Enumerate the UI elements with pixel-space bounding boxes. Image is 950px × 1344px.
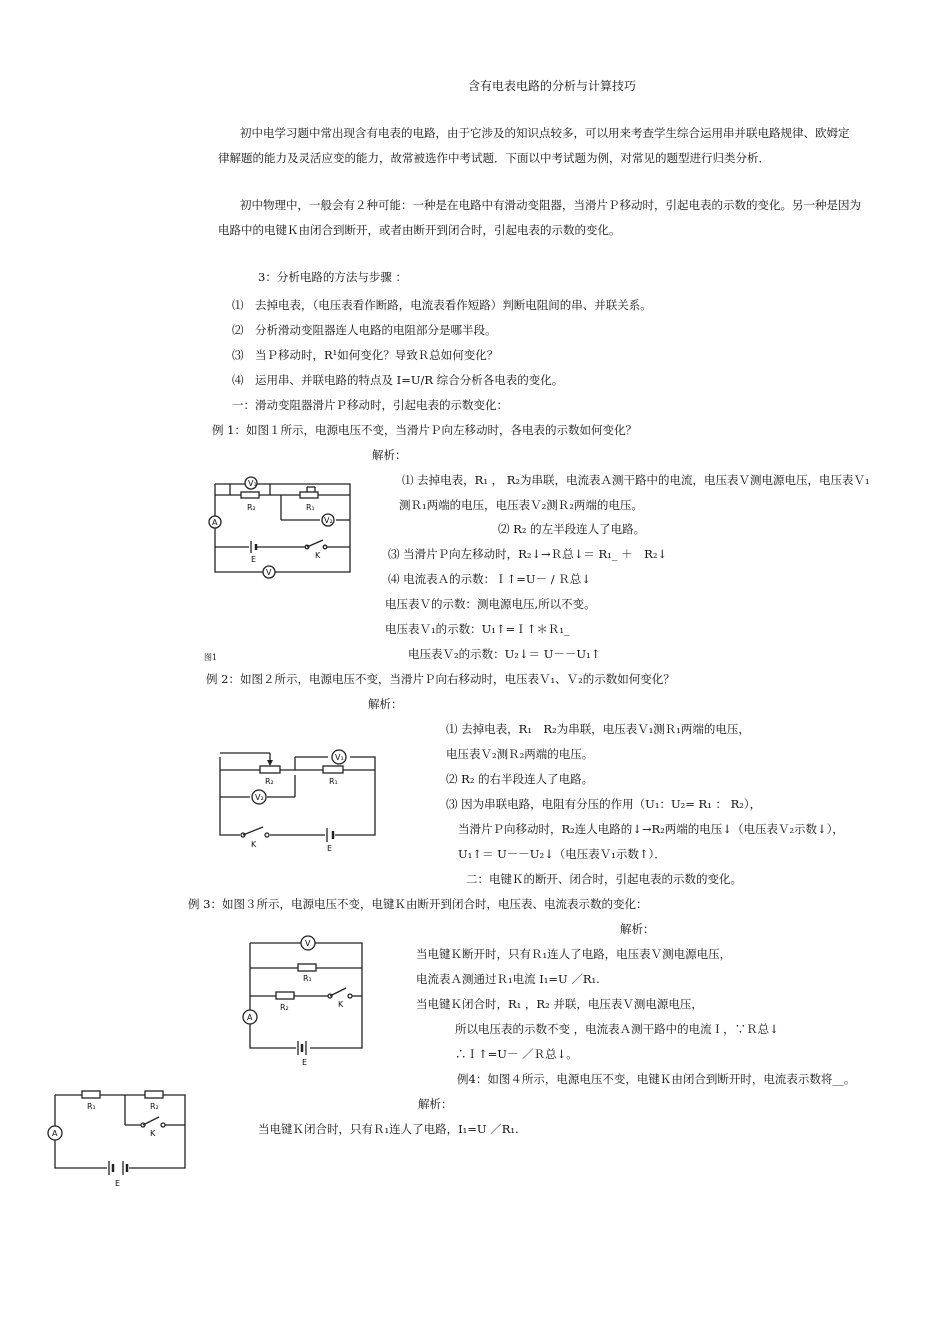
battery-e-label: E (251, 555, 257, 564)
switch-k-label: K (338, 1000, 344, 1009)
example-1-question: 例 1：如图１所示，电源电压不变，当滑片Ｐ向左移动时，各电表的示数如何变化？ (212, 423, 637, 437)
example-1-line-5: ⑷ 电流表Ａ的示数：Ｉ↑=U－ / Ｒ总↓ (388, 572, 591, 586)
part-1-heading: 一：滑动变阻器滑片Ｐ移动时，引起电表的示数变化： (232, 398, 508, 412)
resistor-r1 (300, 492, 318, 498)
part-2-heading: 二：电键Ｋ的断开、闭合时，引起电表的示数的变化。 (466, 872, 742, 886)
ammeter-a-label: A (52, 1129, 58, 1138)
figure-1-caption: 图1 (204, 653, 218, 662)
example-1-line-1: ⑴ 去掉电表，R₁ ， R₂为串联，电流表Ａ测干路中的电流，电压表Ｖ测电源电压，电压表Ｖ₁ (402, 473, 870, 487)
example-2-line-4: ⑶ 因为串联电路，电阻有分压的作用（U₁：U₂= R₁ ： R₂）， (446, 797, 762, 811)
figure-4-circuit (45, 1085, 190, 1190)
example-2-line-6: U₁↑＝ U－－U₂↓（电压表Ｖ₁示数↑）． (458, 847, 666, 861)
example-2-question: 例 2：如图２所示，电源电压不变，当滑片Ｐ向右移动时，电压表Ｖ₁、Ｖ₂的示数如何变化？ (206, 672, 675, 686)
example-3-line-3: 当电键Ｋ闭合时，R₁ ，R₂ 并联，电压表Ｖ测电源电压， (416, 997, 703, 1011)
example-1-line-8: 电压表Ｖ₂的示数：U₂↓＝ U－－U₁↑ (408, 647, 601, 661)
example-1-analysis-label: 解析： (372, 448, 407, 462)
resistor-r1-label: R₁ (306, 503, 315, 512)
voltmeter-v-label: V (266, 568, 272, 577)
example-2-analysis-label: 解析： (368, 697, 403, 711)
intro-paragraph-1-line-2: 律解题的能力及灵活应变的能力，故常被选作中考试题．下面以中考试题为例，对常见的题型进行归类分析． (218, 151, 770, 165)
method-step-3: ⑶ 当Ｐ移动时，R¹如何变化？导致Ｒ总如何变化？ (232, 348, 499, 362)
resistor-r2 (260, 766, 280, 773)
resistor-r2-label: R₂ (150, 1102, 159, 1111)
battery-e-label: E (302, 1058, 308, 1067)
switch-k-label: K (251, 840, 257, 849)
resistor-r2-label: R₂ (265, 777, 274, 786)
resistor-r1 (298, 964, 316, 971)
example-3-line-1: 当电键Ｋ断开时，只有Ｒ₁连人了电路，电压表Ｖ测电源电压， (416, 947, 732, 961)
resistor-r1-label: R₁ (329, 777, 338, 786)
battery-e-label: E (115, 1179, 121, 1188)
intro-paragraph-2-line-2: 电路中的电键Ｋ由闭合到断开，或者由断开到闭合时，引起电表的示数的变化。 (218, 223, 621, 237)
resistor-r2 (241, 492, 259, 498)
method-heading: 3：分析电路的方法与步骤 ： (258, 270, 407, 284)
example-1-line-4: ⑶ 当滑片Ｐ向左移动时，R₂↓→Ｒ总↓＝ R₁_ ＋ R₂↓ (388, 547, 668, 561)
voltmeter-v1-label: V₁ (335, 753, 344, 762)
voltmeter-v1-label: V₁ (248, 479, 257, 488)
resistor-r2 (276, 992, 294, 999)
example-1-line-7: 电压表Ｖ₁的示数：U₁↑=Ｉ↑＊Ｒ₁_ (385, 622, 570, 636)
example-4-question: 例4：如图４所示，电源电压不变，电键Ｋ由闭合到断开时，电流表示数将__。 (457, 1072, 856, 1086)
method-step-4: ⑷ 运用串、并联电路的特点及 I=U/R 综合分析各电表的变化。 (232, 373, 564, 387)
resistor-r2 (145, 1091, 163, 1098)
example-3-line-2: 电流表Ａ测通过Ｒ₁电流 I₁=U ／R₁. (416, 972, 600, 986)
example-2-line-2: 电压表Ｖ₂测Ｒ₂两端的电压。 (446, 747, 594, 761)
example-1-line-2: 测Ｒ₁两端的电压，电压表Ｖ₂测Ｒ₂两端的电压。 (399, 498, 643, 512)
example-3-question: 例 3：如图３所示，电源电压不变，电键Ｋ由断开到闭合时，电压表、电流表示数的变化： (188, 897, 648, 911)
example-4-analysis-label: 解析： (418, 1097, 453, 1111)
example-3-line-4: 所以电压表的示数不变 ，电流表Ａ测干路中的电流Ｉ，∵Ｒ总↓ (455, 1022, 779, 1036)
resistor-r2-label: R₂ (280, 1003, 289, 1012)
intro-paragraph-2-line-1: 初中物理中，一般会有２种可能：一种是在电路中有滑动变阻器，当滑片Ｐ移动时，引起电表的示数的变化。另一种是因为 (240, 198, 861, 212)
ammeter-a-label: A (247, 1013, 253, 1022)
example-1-line-6: 电压表Ｖ的示数：测电源电压,所以不变。 (385, 597, 596, 611)
method-step-1: ⑴ 去掉电表，（电压表看作断路，电流表看作短路）判断电阻间的串、并联关系。 (232, 298, 652, 312)
example-3-line-5: ∴Ｉ↑=U－ ／Ｒ总↓。 (455, 1047, 578, 1061)
example-2-line-5: 当滑片Ｐ向移动时，R₂连人电路的↓→R₂两端的电压↓（电压表Ｖ₂示数↓）， (458, 822, 844, 836)
voltmeter-v2-label: V₂ (255, 793, 264, 802)
example-2-line-1: ⑴ 去掉电表，R₁ R₂为串联，电压表Ｖ₁测Ｒ₁两端的电压， (446, 722, 750, 736)
figure-2-circuit (215, 745, 380, 855)
figure-3-circuit (240, 933, 370, 1068)
voltmeter-v2-label: V₂ (324, 516, 333, 525)
example-2-line-3: ⑵ R₂ 的右半段连人了电路。 (446, 772, 594, 786)
page-title: 含有电表电路的分析与计算技巧 (468, 79, 637, 93)
intro-paragraph-1-line-1: 初中电学习题中常出现含有电表的电路，由于它涉及的知识点较多，可以用来考查学生综合运用串并联电路规律、欧姆定 (240, 126, 850, 140)
switch-k-label: K (315, 551, 321, 560)
ammeter-a-label: A (212, 518, 218, 527)
example-1-line-3: ⑵ R₂ 的左半段连人了电路。 (498, 522, 646, 536)
resistor-r1 (323, 766, 343, 773)
resistor-r1-label: R₁ (87, 1102, 96, 1111)
resistor-r2-label: R₂ (247, 503, 256, 512)
example-4-line-1: 当电键Ｋ闭合时，只有Ｒ₁连人了电路，I₁=U ／R₁. (258, 1122, 519, 1136)
figure-1-circuit (205, 470, 355, 590)
resistor-r1-label: R₁ (303, 974, 312, 983)
battery-e-label: E (327, 844, 333, 853)
switch-k-label: K (150, 1129, 156, 1138)
method-step-2: ⑵ 分析滑动变阻器连人电路的电阻部分是哪半段。 (232, 323, 497, 337)
example-3-analysis-label: 解析： (620, 922, 655, 936)
resistor-r1 (82, 1091, 100, 1098)
voltmeter-v-label: V (305, 939, 311, 948)
